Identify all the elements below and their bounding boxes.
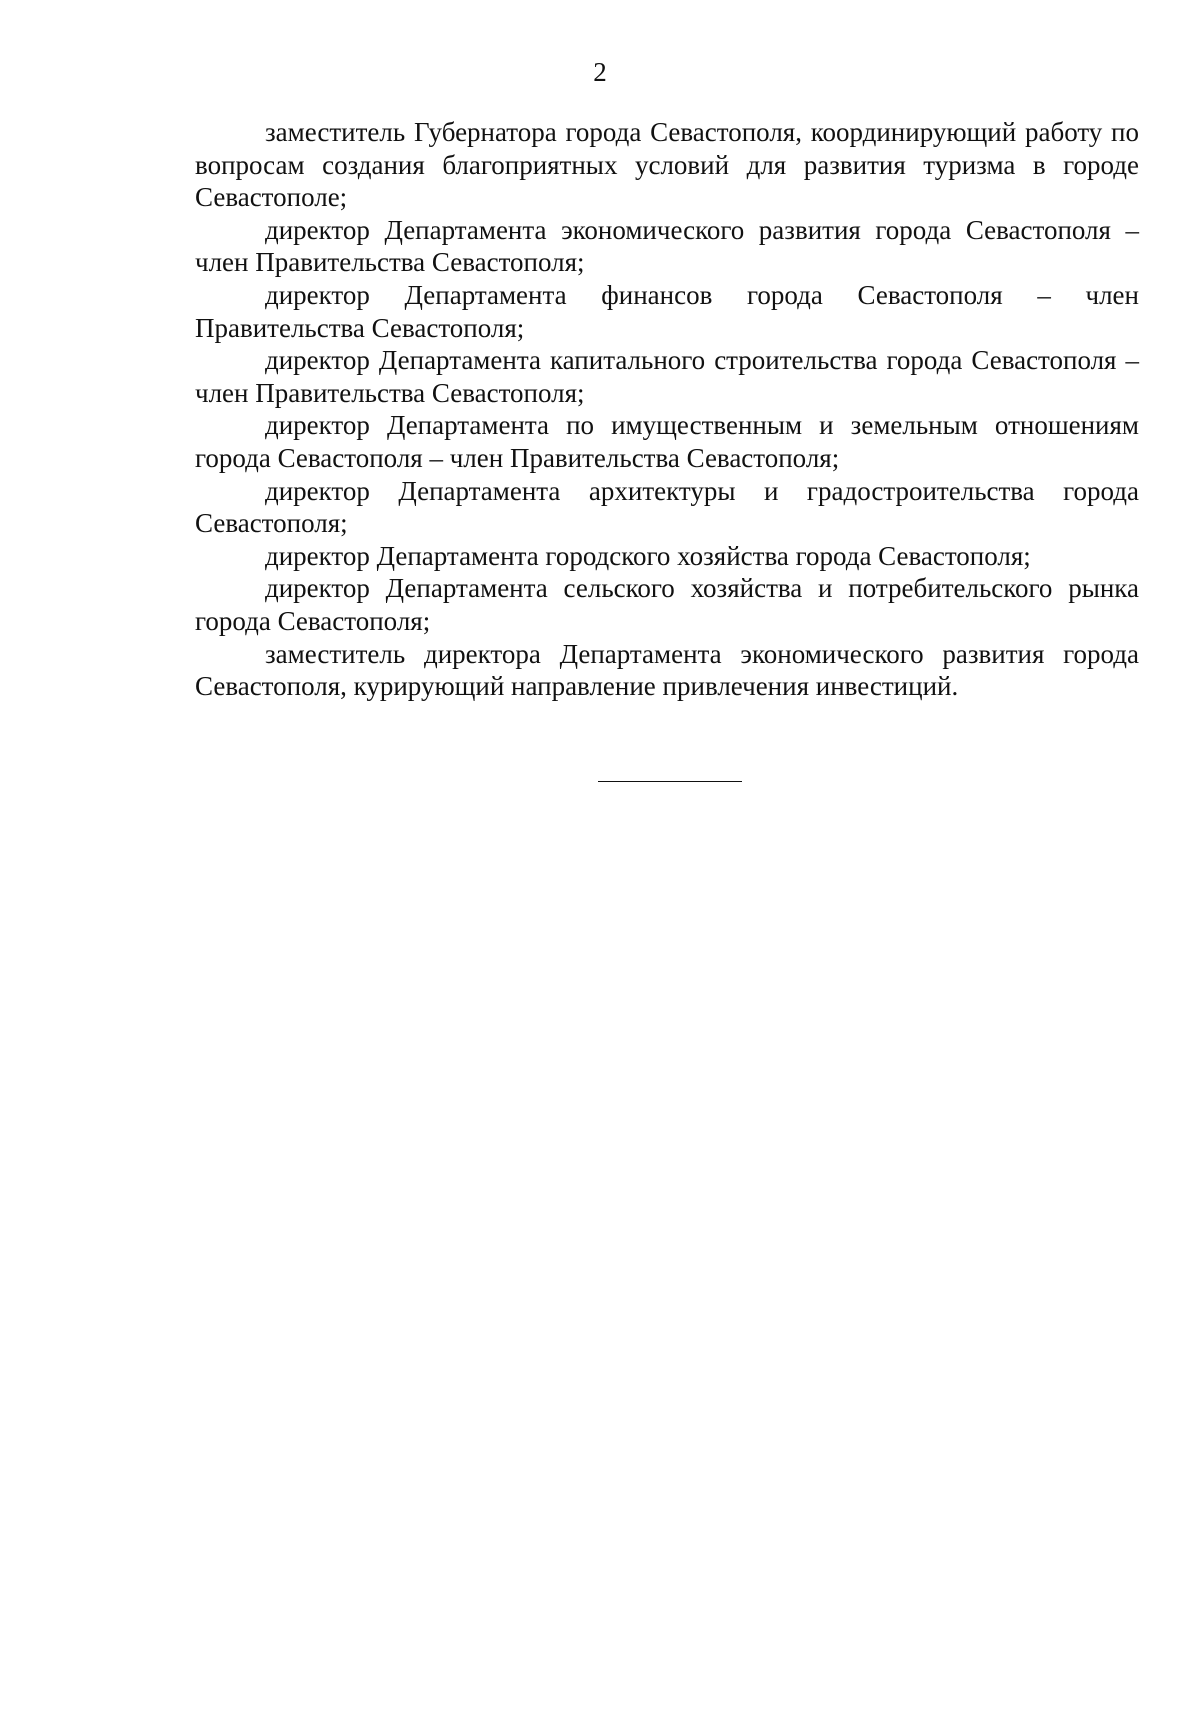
end-divider — [598, 781, 742, 782]
list-item: заместитель директора Департамента экономического развития города Севастополя, курирующий направление привлечения инвестиций. — [195, 638, 1139, 702]
list-item: директор Департамента городского хозяйства города Севастополя; — [265, 540, 1031, 571]
list-item: директор Департамента финансов города Севастополя – член Правительства Севастополя; — [195, 279, 1139, 343]
page-number: 2 — [593, 57, 607, 87]
list-item: директор Департамента экономического развития города Севастополя – член Правительства Севастополя; — [195, 214, 1139, 278]
member-list — [195, 116, 1139, 703]
list-item: заместитель Губернатора города Севастополя, координирующий работу по вопросам создания благоприятных условий для развития туризма в городе Севастополе; — [195, 117, 1139, 213]
list-item: директор Департамента архитектуры и градостроительства города Севастополя; — [195, 475, 1139, 539]
list-item: директор Департамента капитального строительства города Севастополя – член Правительства Севастополя; — [195, 345, 1139, 408]
list-item: директор Департамента сельского хозяйства и потребительского рынка города Севастополя; — [195, 573, 1139, 636]
list-item: директор Департамента по имущественным и земельным отношениям города Севастополя – член Правительства Севастополя; — [195, 410, 1139, 473]
